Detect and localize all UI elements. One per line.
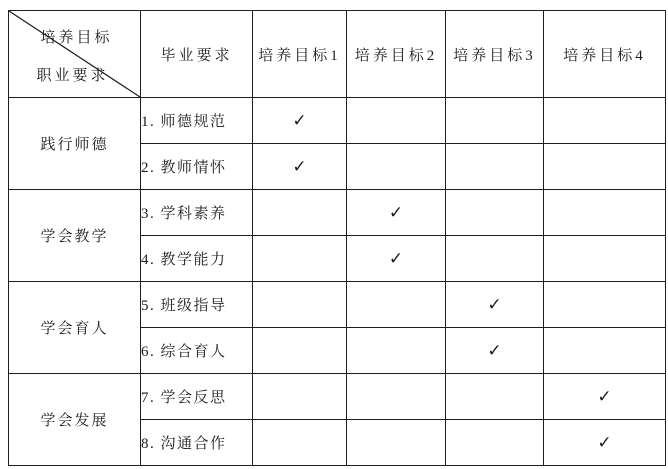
check-cell-r5-o2 — [347, 282, 446, 328]
check-cell-r7-o1 — [253, 374, 347, 420]
group-cell-xuehui-fazhan: 学会发展 — [9, 374, 141, 466]
requirement-cell-1: 1. 师德规范 — [141, 98, 253, 144]
check-cell-r2-o2 — [347, 144, 446, 190]
requirement-cell-8: 8. 沟通合作 — [141, 420, 253, 466]
check-cell-r8-o2 — [347, 420, 446, 466]
requirement-cell-5: 5. 班级指导 — [141, 282, 253, 328]
table-row — [9, 374, 666, 420]
check-cell-r7-o4: ✓ — [544, 374, 666, 420]
group-cell-xuehui-yuren: 学会育人 — [9, 282, 141, 374]
check-cell-r4-o3 — [446, 236, 544, 282]
header-objective-2: 培养目标2 — [347, 11, 446, 98]
check-cell-r3-o1 — [253, 190, 347, 236]
header-objective-1: 培养目标1 — [253, 11, 347, 98]
check-cell-r7-o3 — [446, 374, 544, 420]
check-cell-r6-o2 — [347, 328, 446, 374]
check-cell-r2-o4 — [544, 144, 666, 190]
group-cell-jianxing-shide: 践行师德 — [9, 98, 141, 190]
check-cell-r4-o1 — [253, 236, 347, 282]
header-row — [9, 11, 666, 98]
check-cell-r2-o1: ✓ — [253, 144, 347, 190]
check-cell-r6-o4 — [544, 328, 666, 374]
check-cell-r8-o3 — [446, 420, 544, 466]
requirement-cell-4: 4. 教学能力 — [141, 236, 253, 282]
requirement-cell-6: 6. 综合育人 — [141, 328, 253, 374]
check-cell-r8-o1 — [253, 420, 347, 466]
table-row — [9, 98, 666, 144]
check-cell-r4-o2: ✓ — [347, 236, 446, 282]
check-cell-r1-o1: ✓ — [253, 98, 347, 144]
requirement-cell-3: 3. 学科素养 — [141, 190, 253, 236]
check-cell-r3-o4 — [544, 190, 666, 236]
check-cell-r4-o4 — [544, 236, 666, 282]
header-graduation-requirements: 毕业要求 — [141, 11, 253, 98]
check-cell-r5-o1 — [253, 282, 347, 328]
check-cell-r1-o3 — [446, 98, 544, 144]
requirement-cell-2: 2. 教师情怀 — [141, 144, 253, 190]
group-cell-xuehui-jiaoxue: 学会教学 — [9, 190, 141, 282]
check-cell-r6-o3: ✓ — [446, 328, 544, 374]
table-row — [9, 282, 666, 328]
check-cell-r5-o3: ✓ — [446, 282, 544, 328]
check-cell-r1-o2 — [347, 98, 446, 144]
check-cell-r3-o2: ✓ — [347, 190, 446, 236]
check-cell-r6-o1 — [253, 328, 347, 374]
check-cell-r3-o3 — [446, 190, 544, 236]
check-cell-r2-o3 — [446, 144, 544, 190]
check-cell-r5-o4 — [544, 282, 666, 328]
mapping-table — [8, 10, 666, 466]
header-objective-3: 培养目标3 — [446, 11, 544, 98]
corner-label-objectives: 培养目标 — [40, 30, 113, 46]
check-cell-r7-o2 — [347, 374, 446, 420]
check-cell-r8-o4: ✓ — [544, 420, 666, 466]
corner-label-profession: 职业要求 — [36, 68, 109, 84]
header-objective-4: 培养目标4 — [544, 11, 666, 98]
table-row — [9, 190, 666, 236]
requirement-cell-7: 7. 学会反思 — [141, 374, 253, 420]
corner-cell — [9, 11, 141, 98]
check-cell-r1-o4 — [544, 98, 666, 144]
